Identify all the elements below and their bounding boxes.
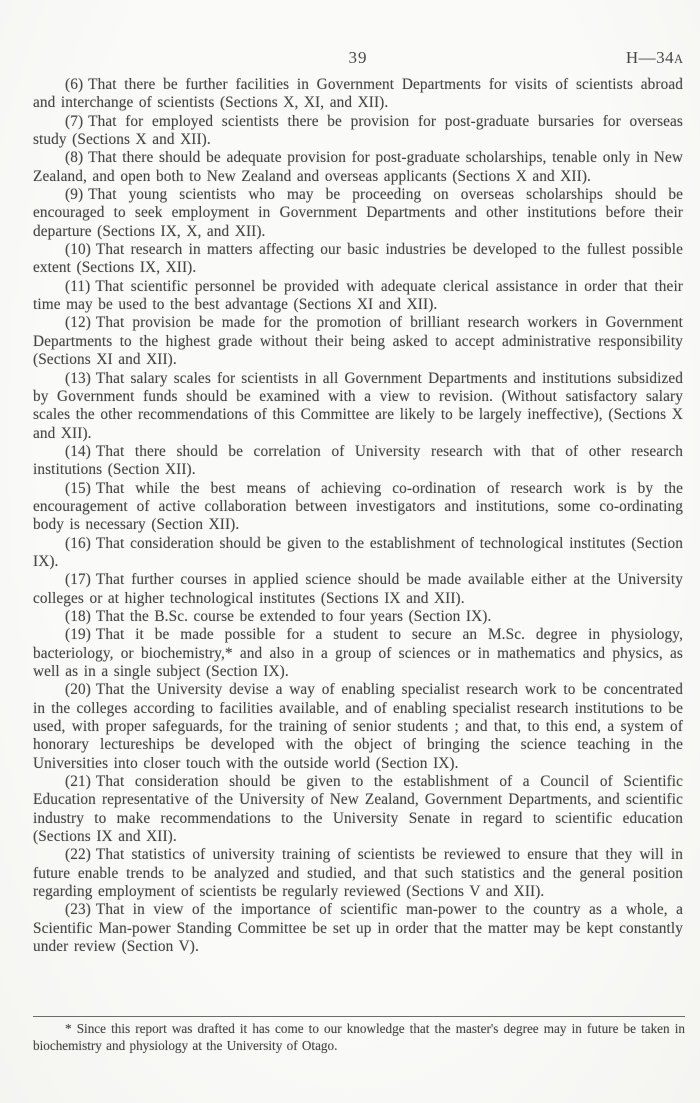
paragraph-number: (6) xyxy=(65,76,84,93)
paragraph-20: (20) That the University devise a way of enabling specialist research work to be concentrated in the colleges according to facilities available, and of enabling specialist research institutions to be used, with proper safeguards, for the training of senior students ; and that, to this end, a system of honorary lectureships be developed with the object of bringing the science teaching in the Universities into closer touch with the outside world (Section IX). xyxy=(33,681,683,772)
paragraph-number: (10) xyxy=(65,241,91,259)
paragraph-14: (14) That there should be correlation of University research with that of other research institutions (Section XII). xyxy=(33,442,683,479)
paragraph-number: (12) xyxy=(65,314,91,332)
paragraph-number: (22) xyxy=(65,846,91,864)
paragraph-number: (16) xyxy=(65,534,91,552)
paragraph-number: (9) xyxy=(65,186,84,204)
paragraph-19: (19) That it be made possible for a student to secure an M.Sc. degree in physiology, bacteriology, or biochemistry,* and also in a group of sciences or in mathematics and physics, as well as in a single subject (Section IX). xyxy=(33,626,683,680)
paragraph-16: (16) That consideration should be given to the establishment of technological institutes (Section IX). xyxy=(33,534,683,570)
paragraph-number: (17) xyxy=(65,571,91,589)
paragraph-6: (6) That there be further facilities in Government Departments for visits of scientists abroad and interchange of scientists (Sections X, XI, and XII). xyxy=(33,76,683,112)
document-reference-suffix: A xyxy=(674,52,683,66)
running-head xyxy=(33,48,683,72)
paragraph-number: (15) xyxy=(65,479,91,497)
paragraph-23: (23) That in view of the importance of scientific man-power to the country as a whole, a Scientific Man-power Standing Committee be set up in order that the matter may be kept constantly under review (Section V). xyxy=(33,901,683,956)
paragraph-7: (7) That for employed scientists there be provision for post-graduate bursaries for overseas study (Sections X and XII). xyxy=(33,112,683,149)
paragraph-11: (11) That scientific personnel be provided with adequate clerical assistance in order that their time may be used to the best advantage (Sections XI and XII). xyxy=(33,277,683,314)
paragraph-9: (9) That young scientists who may be proceeding on overseas scholarships should be encouraged to seek employment in Government Departments and other institutions before their departure (Sections IX, X, and XII). xyxy=(33,186,683,240)
paragraph-number: (19) xyxy=(65,626,91,644)
paragraph-number: (23) xyxy=(65,901,91,919)
paragraph-number: (11) xyxy=(65,277,91,295)
paragraph-12: (12) That provision be made for the promotion of brilliant research workers in Government Departments to the highest grade without their being asked to accept administrative responsibility (Sections XI and XII). xyxy=(33,314,683,369)
paragraph-number: (7) xyxy=(65,112,84,130)
paragraph-21: (21) That consideration should be given to the establishment of a Council of Scientific Education representative of the University of New Zealand, Government Departments, and scientific industry to make recommendations to the University Senate in regard to scientific education (Sections IX and XII). xyxy=(33,773,683,846)
paragraph-number: (18) xyxy=(65,607,91,625)
paragraph-number: (13) xyxy=(65,369,91,387)
footnote-rule xyxy=(33,1016,685,1017)
document-reference xyxy=(626,48,683,68)
paragraph-number: (14) xyxy=(65,442,91,460)
page-number: 39 xyxy=(348,48,368,67)
document-reference-main: H—34 xyxy=(625,48,675,67)
document-body xyxy=(33,76,683,957)
paragraph-13: (13) That salary scales for scientists in all Government Departments and institutions subsidized by Government funds should be examined with a view to revision. (Without satisfactory salary scales the other recommendations of this Committee are likely to be largely ineffective), (Sections X and XII). xyxy=(33,369,683,442)
paragraph-number: (8) xyxy=(65,149,84,167)
footnote-text: * Since this report was drafted it has come to our knowledge that the master's degree may in future be taken in biochemistry and physiology at the University of Otago. xyxy=(33,1021,685,1053)
paragraph-15: (15) That while the best means of achieving co-ordination of research work is by the encouragement of active collaboration between investigators and institutions, some co-ordinating body is necessary (Section XII). xyxy=(33,479,683,534)
paragraph-18: (18) That the B.Sc. course be extended to four years (Section IX). xyxy=(65,607,492,625)
paragraph-8: (8) That there should be adequate provision for post-graduate scholarships, tenable only in New Zealand, and open both to New Zealand and overseas applicants (Sections X and XII). xyxy=(33,149,683,185)
footnote-block xyxy=(33,1016,685,1054)
paragraph-number: (20) xyxy=(65,681,91,699)
paragraph-22: (22) That statistics of university training of scientists be reviewed to ensure that they will in future enable trends to be analyzed and studied, and that such statistics and the general position regarding employment of scientists be regularly reviewed (Sections V and XII). xyxy=(33,846,683,901)
paragraph-number: (21) xyxy=(65,773,91,791)
paragraph-17: (17) That further courses in applied science should be made available either at the University colleges or at higher technological institutes (Sections IX and XII). xyxy=(33,571,683,607)
paragraph-10: (10) That research in matters affecting our basic industries be developed to the fullest possible extent (Sections IX, XII). xyxy=(33,241,683,277)
